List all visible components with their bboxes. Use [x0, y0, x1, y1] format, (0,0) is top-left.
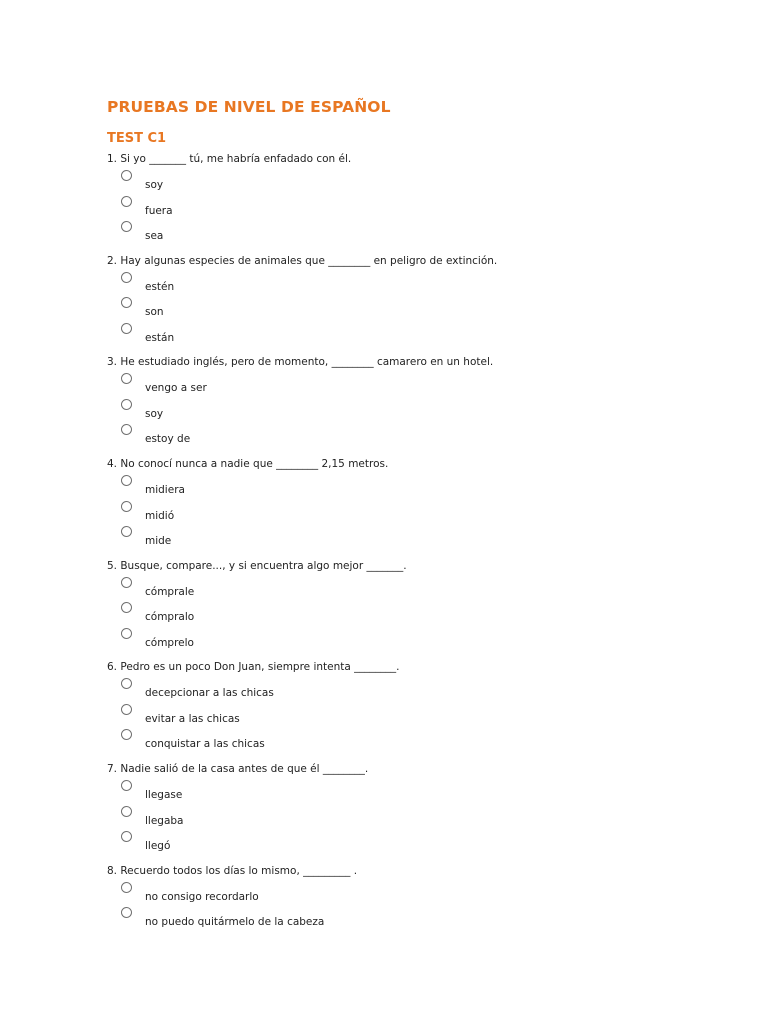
option-label: no consigo recordarlo: [145, 890, 259, 903]
answer-option: [107, 373, 727, 399]
radio-button[interactable]: [121, 424, 132, 435]
question-list: [107, 152, 727, 966]
radio-button[interactable]: [121, 196, 132, 207]
option-label: están: [145, 331, 175, 344]
answer-option: [107, 272, 727, 298]
question-7: [107, 762, 727, 864]
answer-option: [107, 831, 727, 857]
document-page: [107, 96, 727, 929]
option-label: llegaba: [145, 814, 184, 827]
question-text: 3. He estudiado inglés, pero de momento, ________ camarero en un hotel.: [107, 356, 494, 369]
radio-button[interactable]: [121, 907, 132, 918]
answer-option: [107, 297, 727, 323]
answer-option: [107, 704, 727, 730]
answer-option: [107, 399, 727, 425]
radio-button[interactable]: [121, 475, 132, 486]
option-label: decepcionar a las chicas: [145, 687, 274, 700]
option-label: llegó: [145, 840, 171, 853]
question-3: [107, 355, 727, 457]
radio-button[interactable]: [121, 882, 132, 893]
question-4: [107, 457, 727, 559]
option-label: midiera: [145, 484, 185, 497]
question-text: 1. Si yo _______ tú, me habría enfadado con él.: [107, 153, 352, 165]
answer-option: [107, 323, 727, 349]
radio-button[interactable]: [121, 602, 132, 613]
options-group: [107, 678, 727, 755]
option-label: midió: [145, 509, 175, 522]
question-1: [107, 152, 727, 254]
radio-button[interactable]: [121, 272, 132, 283]
question-text: 5. Busque, compare..., y si encuentra algo mejor _______.: [107, 559, 407, 572]
radio-button[interactable]: [121, 297, 132, 308]
answer-option: [107, 882, 727, 908]
option-label: sea: [145, 230, 164, 242]
radio-button[interactable]: [121, 577, 132, 588]
radio-button[interactable]: [121, 526, 132, 537]
radio-button[interactable]: [121, 221, 132, 232]
radio-button[interactable]: [121, 628, 132, 639]
option-label: cómpralo: [145, 611, 195, 624]
option-label: fuera: [145, 204, 173, 217]
option-label: estoy de: [145, 433, 191, 446]
answer-option: [107, 806, 727, 832]
radio-button[interactable]: [121, 170, 132, 181]
answer-option: [107, 577, 727, 603]
answer-option: [107, 170, 727, 196]
radio-button[interactable]: [121, 678, 132, 689]
radio-button[interactable]: [121, 806, 132, 817]
answer-option: [107, 907, 727, 933]
radio-button[interactable]: [121, 323, 132, 334]
options-group: [107, 882, 727, 933]
answer-option: [107, 602, 727, 628]
options-group: [107, 780, 727, 857]
answer-option: [107, 628, 727, 654]
answer-option: [107, 501, 727, 527]
options-group: [107, 373, 727, 450]
radio-button[interactable]: [121, 399, 132, 410]
option-label: mide: [145, 535, 172, 548]
options-group: [107, 475, 727, 552]
page-title: PRUEBAS DE NIVEL DE ESPAÑOL: [107, 98, 391, 116]
question-8: [107, 864, 727, 966]
option-label: soy: [145, 407, 164, 420]
answer-option: [107, 780, 727, 806]
question-2: [107, 254, 727, 356]
answer-option: [107, 221, 727, 247]
option-label: estén: [145, 280, 175, 293]
option-label: conquistar a las chicas: [145, 738, 265, 751]
answer-option: [107, 196, 727, 222]
option-label: vengo a ser: [145, 382, 207, 395]
options-group: [107, 272, 727, 349]
question-6: [107, 660, 727, 762]
question-text: 8. Recuerdo todos los días lo mismo, _________ .: [107, 864, 358, 877]
option-label: soy: [145, 179, 164, 191]
answer-option: [107, 475, 727, 501]
radio-button[interactable]: [121, 373, 132, 384]
radio-button[interactable]: [121, 501, 132, 512]
question-5: [107, 559, 727, 661]
answer-option: [107, 729, 727, 755]
answer-option: [107, 526, 727, 552]
question-text: 4. No conocí nunca a nadie que ________ 2,15 metros.: [107, 458, 389, 471]
option-label: son: [145, 306, 164, 319]
radio-button[interactable]: [121, 831, 132, 842]
options-group: [107, 170, 727, 247]
radio-button[interactable]: [121, 729, 132, 740]
answer-option: [107, 424, 727, 450]
test-title: TEST C1: [107, 131, 167, 146]
question-text: 6. Pedro es un poco Don Juan, siempre intenta ________.: [107, 661, 400, 674]
answer-option: [107, 678, 727, 704]
option-label: evitar a las chicas: [145, 712, 240, 725]
radio-button[interactable]: [121, 704, 132, 715]
option-label: cómprale: [145, 585, 195, 598]
radio-button[interactable]: [121, 780, 132, 791]
option-label: no puedo quitármelo de la cabeza: [145, 916, 325, 929]
option-label: cómprelo: [145, 636, 194, 649]
question-text: 2. Hay algunas especies de animales que ________ en peligro de extinción.: [107, 254, 498, 267]
question-text: 7. Nadie salió de la casa antes de que él ________.: [107, 763, 369, 776]
option-label: llegase: [145, 789, 183, 802]
options-group: [107, 577, 727, 654]
